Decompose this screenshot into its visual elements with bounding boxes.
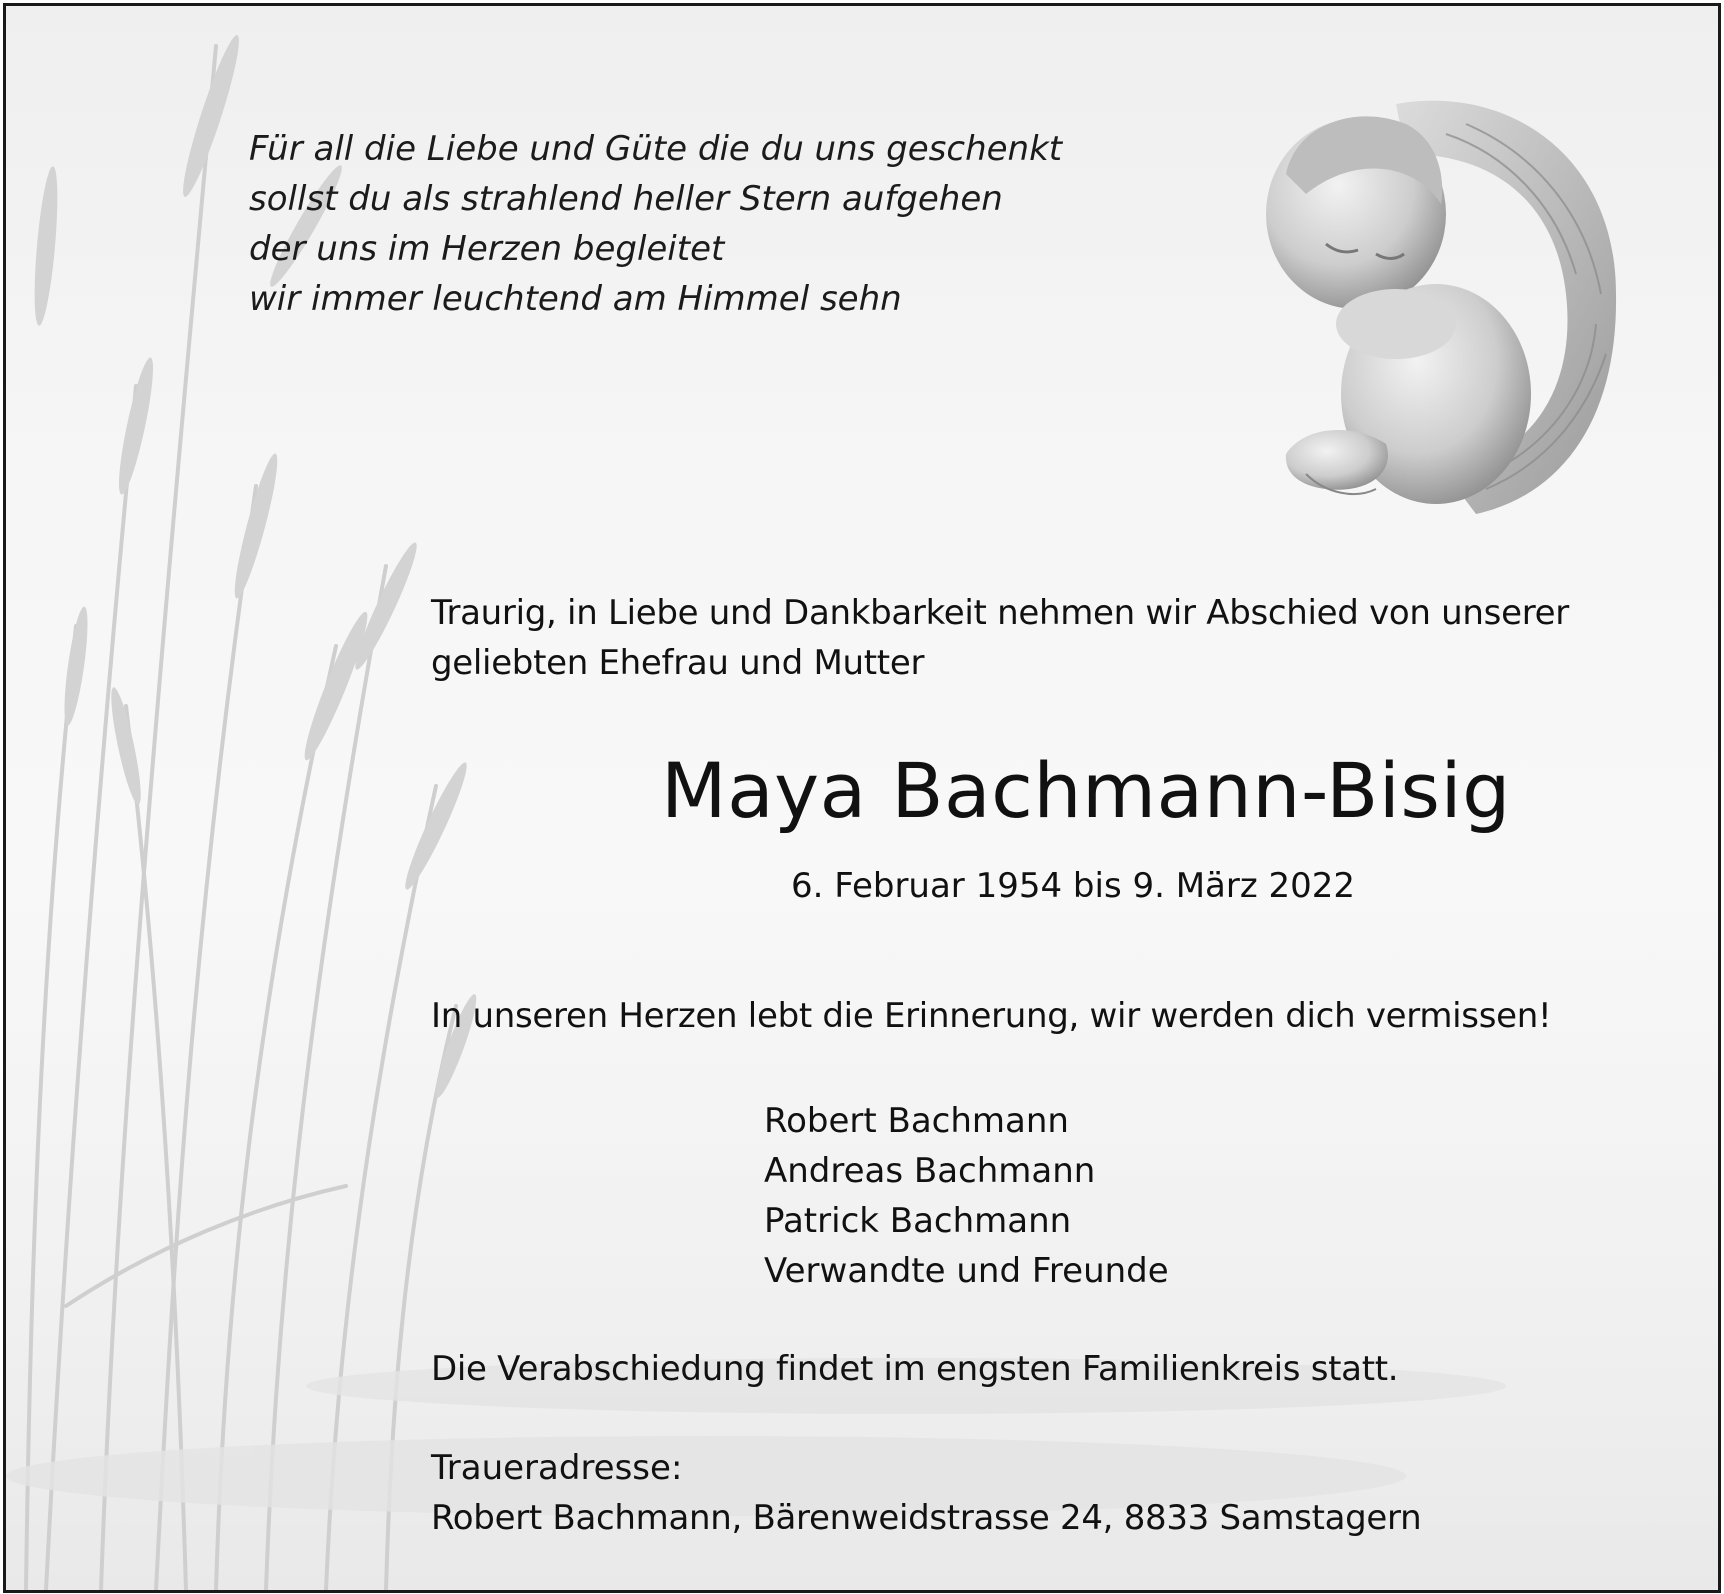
poem-line: der uns im Herzen begleitet [249,229,725,269]
signer-name: Patrick Bachmann [764,1201,1072,1241]
intro-line-2: geliebten Ehefrau und Mutter [431,643,925,683]
intro-line-1: Traurig, in Liebe und Dankbarkeit nehmen wir Abschied von unserer [431,593,1569,633]
ceremony-note: Die Verabschiedung findet im engsten Familienkreis statt. [431,1349,1399,1389]
farewell-intro [431,588,1569,688]
poem-line: sollst du als strahlend heller Stern aufgehen [249,179,1003,219]
deceased-name: Maya Bachmann-Bisig [661,746,1511,835]
obituary-frame [3,3,1721,1593]
memory-sentence: In unseren Herzen lebt die Erinnerung, wir werden dich vermissen! [431,996,1552,1036]
mourning-address-label: Traueradresse: [431,1448,683,1488]
signer-name: Robert Bachmann [764,1101,1069,1141]
memorial-poem [249,124,1062,324]
signer-name: Andreas Bachmann [764,1151,1096,1191]
poem-line: wir immer leuchtend am Himmel sehn [249,279,902,319]
signer-name: Verwandte und Freunde [764,1251,1169,1291]
poem-line: Für all die Liebe und Güte die du uns geschenkt [249,129,1063,169]
mourning-address: Robert Bachmann, Bärenweidstrasse 24, 8833 Samstagern [431,1498,1422,1538]
signers-list [764,1096,1169,1296]
sleeping-angel-image [1246,94,1626,554]
life-dates: 6. Februar 1954 bis 9. März 2022 [791,866,1356,906]
